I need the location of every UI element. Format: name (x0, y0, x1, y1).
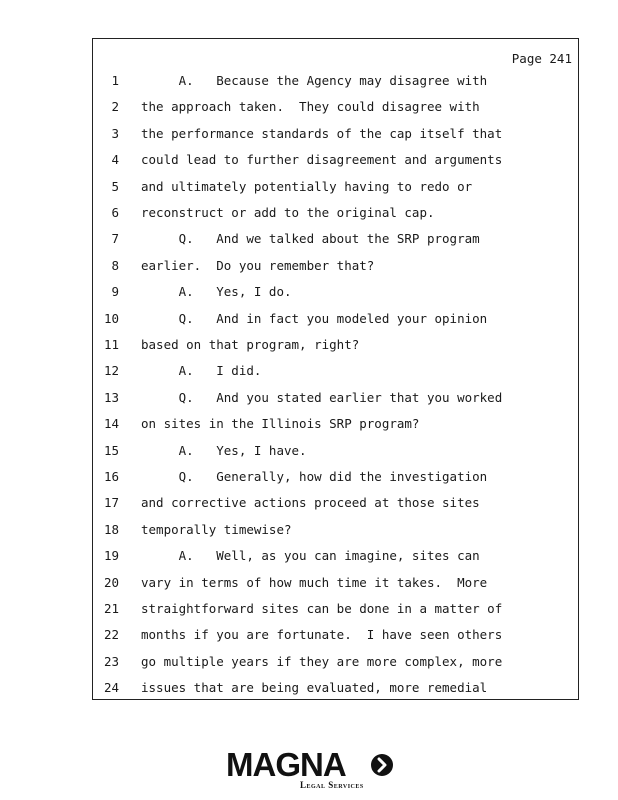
line-text: the performance standards of the cap itself that (141, 125, 503, 141)
line-number: 11 (103, 337, 119, 352)
line-number: 16 (103, 469, 119, 484)
line-number: 5 (111, 178, 119, 194)
line-number: 1 (111, 73, 119, 88)
line-number: 17 (103, 495, 119, 511)
line-number: 3 (111, 125, 119, 141)
line-number: 12 (103, 363, 119, 379)
line-text: and ultimately potentially having to redo or (141, 178, 473, 194)
line-text: Q. And you stated earlier that you worked (141, 389, 503, 405)
line-text: Q. Generally, how did the investigation (141, 469, 488, 484)
line-text: A. Well, as you can imagine, sites can (141, 548, 480, 564)
line-text: temporally timewise? (141, 521, 292, 537)
line-number: 15 (103, 442, 119, 458)
line-number: 9 (111, 284, 119, 300)
logo-wordmark: MAGNA (226, 746, 346, 783)
line-text: and corrective actions proceed at those sites (141, 495, 480, 511)
line-text: reconstruct or add to the original cap. (141, 205, 435, 220)
line-text: straightforward sites can be done in a matter of (141, 601, 503, 616)
line-text: A. Yes, I do. (141, 284, 292, 300)
line-number: 6 (111, 205, 119, 220)
arrow-circle-icon (370, 753, 394, 777)
line-text: based on that program, right? (141, 337, 360, 352)
line-text: earlier. Do you remember that? (141, 257, 375, 273)
line-text: could lead to further disagreement and arguments (141, 152, 503, 168)
line-number: 4 (111, 152, 119, 168)
logo-subtitle: Legal Services (300, 780, 364, 790)
line-number: 2 (111, 99, 119, 115)
line-text: go multiple years if they are more complex, more (141, 653, 503, 669)
line-text: Q. And in fact you modeled your opinion (141, 310, 488, 326)
line-text: A. Because the Agency may disagree with (141, 73, 488, 88)
line-number: 19 (103, 548, 119, 564)
page-number: Page 241 (511, 51, 572, 66)
line-number: 21 (103, 601, 119, 616)
line-text: months if you are fortunate. I have seen others (141, 627, 503, 643)
line-number: 20 (103, 574, 119, 590)
line-text: issues that are being evaluated, more remedial (141, 680, 488, 696)
line-number: 10 (103, 310, 119, 326)
line-number: 13 (103, 389, 119, 405)
line-text: vary in terms of how much time it takes. More (141, 574, 488, 590)
magna-logo (226, 748, 396, 794)
line-number: 18 (103, 521, 119, 537)
line-number: 24 (103, 680, 119, 696)
line-number: 14 (103, 416, 119, 432)
line-number: 23 (103, 653, 119, 669)
line-text: A. Yes, I have. (141, 442, 307, 458)
line-number: 22 (103, 627, 119, 643)
line-text: the approach taken. They could disagree with (141, 99, 480, 115)
line-text: on sites in the Illinois SRP program? (141, 416, 420, 432)
line-text: A. I did. (141, 363, 262, 379)
transcript-page (92, 38, 579, 700)
line-text: Q. And we talked about the SRP program (141, 231, 480, 247)
line-number: 8 (111, 257, 119, 273)
line-number: 7 (111, 231, 119, 247)
